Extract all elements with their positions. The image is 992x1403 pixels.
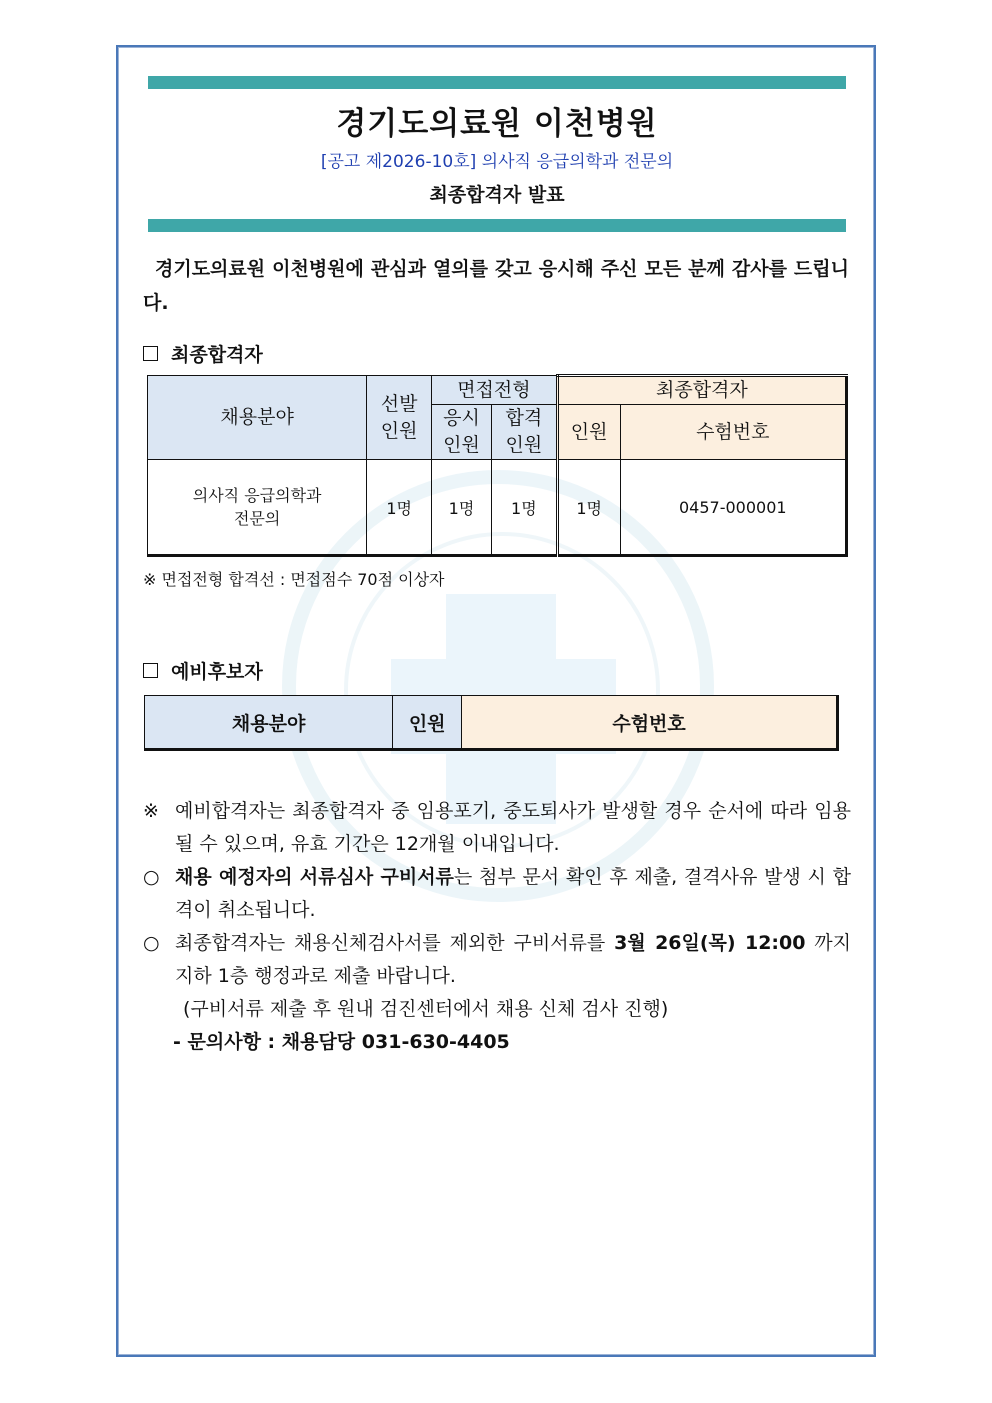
table-row bbox=[148, 460, 847, 556]
checkbox-square-icon bbox=[143, 346, 158, 361]
intro-paragraph: 경기도의료원 이천병원에 관심과 열의를 갖고 응시해 주신 모든 분께 감사를 드립니다. bbox=[143, 258, 849, 314]
header-field: 채용분야 bbox=[148, 376, 367, 460]
page-subtitle: 최종합격자 발표 bbox=[429, 184, 565, 206]
header-selection-count: 선발 인원 bbox=[367, 376, 432, 460]
notes-block bbox=[143, 795, 851, 1059]
note-deadline: ○ 최종합격자는 채용신체검사서를 제외한 구비서류를 3월 26일(목) 12:00 까지 지하 1층 행정과로 제출 바랍니다. bbox=[143, 927, 851, 993]
contact-line: - 문의사항 : 채용담당 031-630-4405 bbox=[173, 1031, 510, 1053]
contact-phone: 031-630-4405 bbox=[361, 1031, 510, 1053]
cell-exam-no: 0457-000001 bbox=[620, 460, 846, 556]
note-documents: ○ 채용 예정자의 서류심사 구비서류는 첨부 문서 확인 후 제출, 결격사유 발생 시 합격이 취소됩니다. bbox=[143, 861, 851, 927]
section-final: 최종합격자 bbox=[143, 340, 263, 367]
passing-line-note: ※ 면접전형 합격선 : 면접점수 70점 이상자 bbox=[143, 570, 445, 589]
cell-applicants: 1명 bbox=[432, 460, 492, 556]
reserve-header-exam-no: 수험번호 bbox=[462, 696, 838, 750]
cell-selection-count: 1명 bbox=[367, 460, 432, 556]
note-reserve: ※ 예비합격자는 최종합격자 중 임용포기, 중도퇴사가 발생할 경우 순서에 따라 임용될 수 있으며, 유효 기간은 12개월 이내입니다. bbox=[143, 795, 851, 861]
checkbox-square-icon bbox=[143, 663, 158, 678]
notice-number: [공고 제2026-10호] 의사직 응급의학과 전문의 bbox=[320, 152, 674, 172]
health-check-note: (구비서류 제출 후 원내 검진센터에서 채용 신체 검사 진행) bbox=[183, 998, 669, 1020]
cell-passers: 1명 bbox=[491, 460, 557, 556]
section-reserve: 예비후보자 bbox=[143, 657, 263, 684]
cell-field: 의사직 응급의학과 전문의 bbox=[148, 460, 367, 556]
header-applicants: 응시 인원 bbox=[432, 405, 492, 460]
header-exam-no: 수험번호 bbox=[620, 405, 846, 460]
page-title: 경기도의료원 이천병원 bbox=[336, 106, 658, 142]
reserve-header-field: 채용분야 bbox=[145, 696, 393, 750]
reserve-header-count: 인원 bbox=[393, 696, 462, 750]
header-passers: 합격 인원 bbox=[491, 405, 557, 460]
header-interview: 면접전형 bbox=[432, 376, 558, 405]
header-final-group: 최종합격자 bbox=[557, 376, 846, 405]
header-top-bar bbox=[148, 76, 846, 89]
cell-final-count: 1명 bbox=[557, 460, 620, 556]
header-bottom-bar bbox=[148, 219, 846, 232]
header-final-count: 인원 bbox=[557, 405, 620, 460]
circle-bullet-icon: ○ bbox=[143, 866, 160, 888]
reserve-table bbox=[144, 695, 839, 751]
final-results-table bbox=[147, 374, 848, 557]
circle-bullet-icon: ○ bbox=[143, 932, 160, 954]
note-marker: ※ bbox=[143, 800, 159, 822]
